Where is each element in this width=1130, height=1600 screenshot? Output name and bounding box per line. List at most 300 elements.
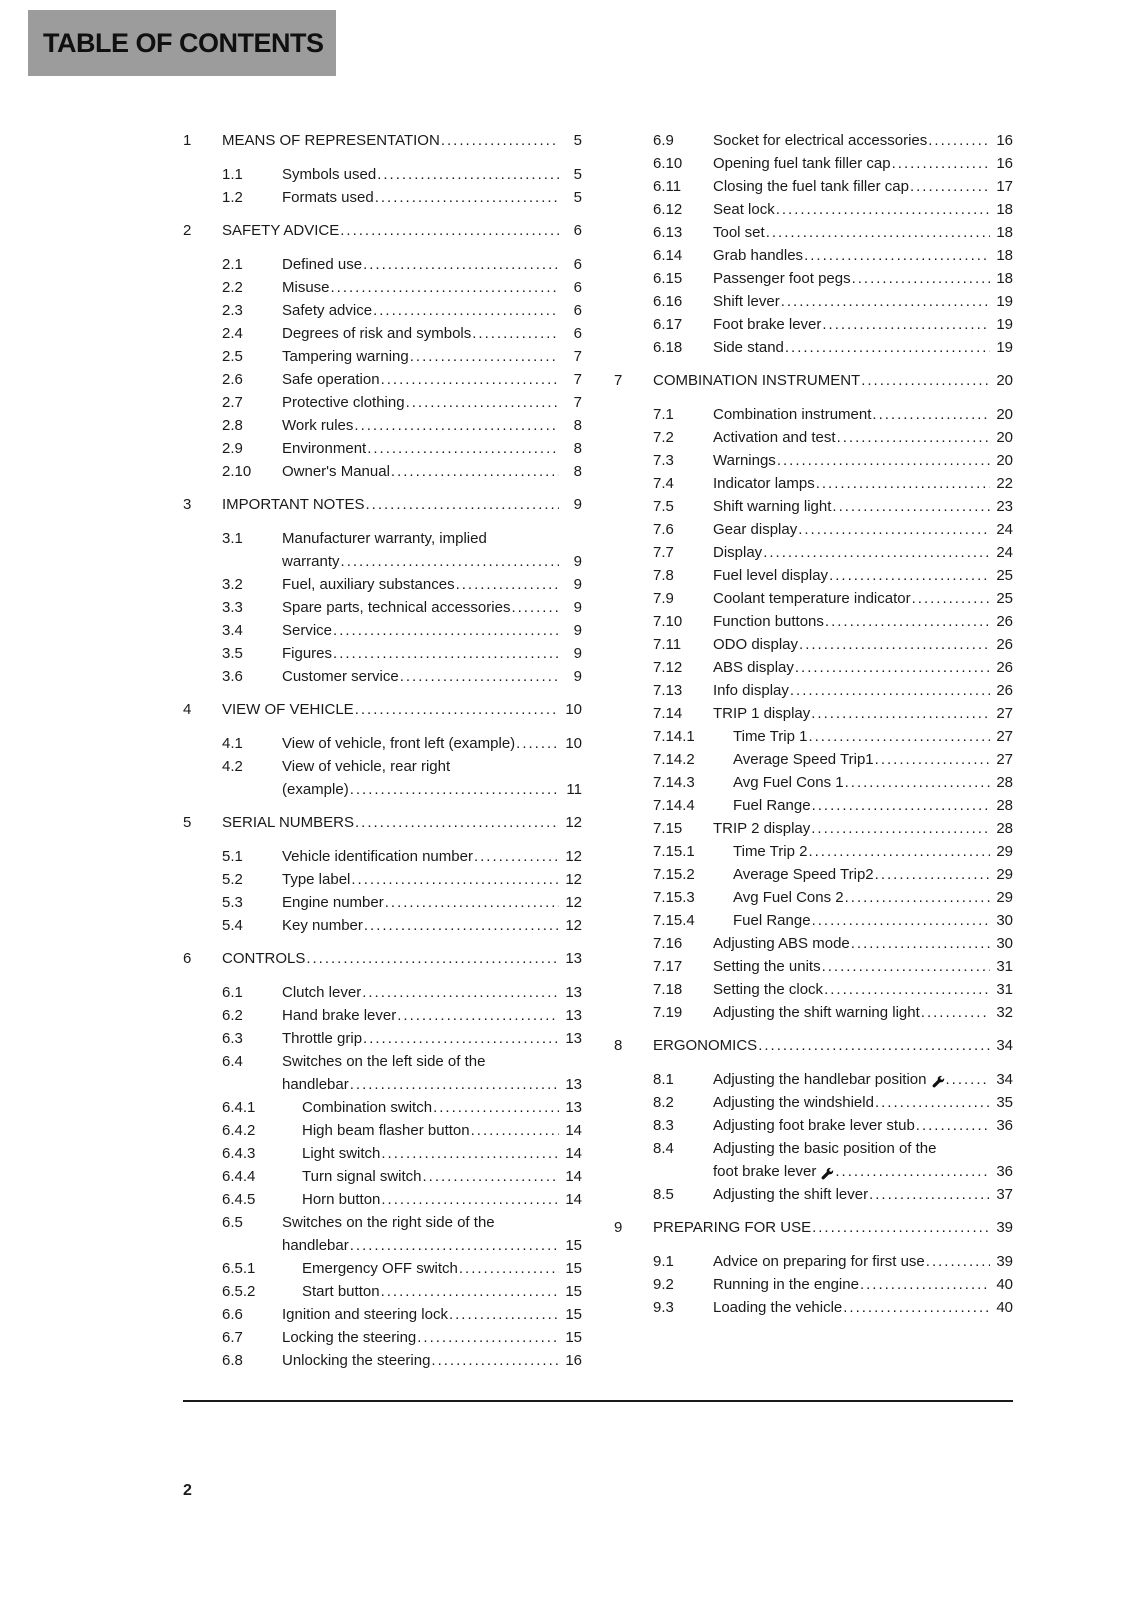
- toc-entry: [222, 665, 582, 688]
- toc-entry-page: 20: [996, 429, 1013, 446]
- toc-entry-number: 3.5: [222, 645, 243, 662]
- toc-entry-leader: [333, 642, 559, 665]
- toc-entry: [653, 886, 1013, 909]
- toc-entry-page: 13: [565, 1099, 582, 1116]
- toc-entry: [653, 426, 1013, 449]
- toc-entry-body: [282, 573, 582, 596]
- toc-entry: [653, 817, 1013, 840]
- toc-entry-page: 18: [996, 201, 1013, 218]
- toc-entry-number: 9.2: [653, 1276, 674, 1293]
- toc-entry: [653, 587, 1013, 610]
- toc-entry-title: Fuel level display: [713, 567, 829, 584]
- toc-entry-page: 34: [996, 1037, 1013, 1054]
- toc-entry-title: Adjusting the handlebar position: [713, 1071, 927, 1088]
- toc-entry-body: [282, 527, 582, 573]
- toc-entry-page: 7: [573, 371, 582, 388]
- toc-entry-body: [733, 771, 1013, 794]
- toc-entry-leader: [799, 633, 990, 656]
- toc-entry-body: [713, 518, 1013, 541]
- toc-entry-number: 6.5.1: [222, 1260, 256, 1277]
- toc-entry-body: [713, 313, 1013, 336]
- toc-entry: [222, 299, 582, 322]
- toc-entry: [653, 932, 1013, 955]
- toc-entry-body: [713, 817, 1013, 840]
- toc-entry: [222, 527, 582, 573]
- toc-entry-leader: [355, 811, 559, 834]
- toc-entry-leader: [875, 1091, 990, 1114]
- toc-entry-page: 30: [996, 912, 1013, 929]
- toc-entry-line: [713, 1160, 1013, 1183]
- toc-entry-leader: [385, 891, 559, 914]
- toc-entry: [183, 219, 582, 242]
- toc-entry-leader: [785, 336, 990, 359]
- toc-entry-number: 7.2: [653, 429, 674, 446]
- toc-entry-number: 4.1: [222, 735, 243, 752]
- toc-entry-leader: [781, 290, 990, 313]
- toc-entry-number: 7.12: [653, 659, 683, 676]
- toc-entry-page: 19: [996, 316, 1013, 333]
- toc-entry: [222, 1119, 582, 1142]
- toc-entry-number: 2.3: [222, 302, 243, 319]
- toc-entry-leader: [875, 863, 990, 886]
- toc-entry-page: 26: [996, 682, 1013, 699]
- toc-entry-title: Adjusting the shift lever: [713, 1186, 869, 1203]
- toc-entry-body: [222, 493, 582, 516]
- toc-entry-body: [282, 414, 582, 437]
- toc-entry-leader: [417, 1326, 559, 1349]
- toc-entry-page: 28: [996, 774, 1013, 791]
- toc-entry-leader: [516, 732, 559, 755]
- toc-entry-page: 24: [996, 521, 1013, 538]
- toc-entry: [222, 1280, 582, 1303]
- toc-entry: [653, 449, 1013, 472]
- toc-entry: [653, 1091, 1013, 1114]
- toc-entry: [222, 1303, 582, 1326]
- toc-entry: [222, 186, 582, 209]
- toc-entry-number: 5.3: [222, 894, 243, 911]
- toc-entry-leader: [837, 426, 990, 449]
- toc-entry-number: 8.1: [653, 1071, 674, 1088]
- toc-entry: [653, 1183, 1013, 1206]
- toc-entry: [653, 1001, 1013, 1024]
- toc-entry-number: 4.2: [222, 758, 243, 775]
- toc-entry-page: 7: [573, 394, 582, 411]
- toc-entry-title: Locking the steering: [282, 1329, 417, 1346]
- toc-entry-line: [282, 1050, 582, 1073]
- toc-entry-page: 26: [996, 636, 1013, 653]
- toc-entry-page: 19: [996, 339, 1013, 356]
- toc-entry-leader: [431, 1349, 559, 1372]
- toc-entry-number: 6.4: [222, 1053, 243, 1070]
- toc-entry-title: Tool set: [713, 224, 765, 241]
- toc-entry-number: 6.18: [653, 339, 683, 356]
- toc-entry-page: 10: [565, 701, 582, 718]
- toc-entry-title: Protective clothing: [282, 394, 405, 411]
- toc-entry-number: 7.15.1: [653, 843, 695, 860]
- toc-entry-number: 6.11: [653, 178, 682, 195]
- toc-entry-page: 6: [573, 279, 582, 296]
- toc-entry-body: [713, 656, 1013, 679]
- toc-entry-body: [302, 1119, 582, 1142]
- toc-entry-page: 31: [996, 981, 1013, 998]
- toc-entry-number: 7.6: [653, 521, 674, 538]
- toc-entry-page: 24: [996, 544, 1013, 561]
- toc-entry-body: [713, 955, 1013, 978]
- toc-entry-title: Horn button: [302, 1191, 381, 1208]
- toc-entry-number: 5: [183, 814, 192, 831]
- toc-entry-body: [713, 679, 1013, 702]
- toc-entry-number: 5.2: [222, 871, 243, 888]
- toc-entry-leader: [916, 1114, 990, 1137]
- toc-entry: [222, 619, 582, 642]
- toc-entry-leader: [921, 1001, 990, 1024]
- toc-entry-title: Throttle grip: [282, 1030, 363, 1047]
- toc-entry-number: 2.7: [222, 394, 243, 411]
- toc-entry-page: 27: [996, 751, 1013, 768]
- toc-entry-body: [713, 267, 1013, 290]
- toc-entry-leader: [851, 932, 990, 955]
- toc-entry-body: [713, 633, 1013, 656]
- toc-entry-page: 28: [996, 797, 1013, 814]
- toc-entry-title: PREPARING FOR USE: [653, 1219, 812, 1236]
- toc-entry: [222, 1349, 582, 1372]
- toc-entry-page: 9: [573, 622, 582, 639]
- toc-entry-title: Setting the units: [713, 958, 821, 975]
- toc-entry: [653, 495, 1013, 518]
- toc-entry-leader: [808, 725, 990, 748]
- toc-entry-page: 13: [565, 1030, 582, 1047]
- toc-entry-title: Opening fuel tank filler cap: [713, 155, 891, 172]
- toc-entry: [222, 596, 582, 619]
- toc-entry-number: 8: [614, 1037, 623, 1054]
- toc-entry-title: Spare parts, technical accessories: [282, 599, 511, 616]
- toc-entry: [653, 1068, 1013, 1091]
- toc-entry-leader: [472, 322, 559, 345]
- toc-entry-title: Vehicle identification number: [282, 848, 473, 865]
- toc-entry-number: 4: [183, 701, 192, 718]
- toc-entry: [222, 1257, 582, 1280]
- toc-entry: [653, 198, 1013, 221]
- toc-entry-page: 26: [996, 613, 1013, 630]
- toc-entry-number: 2.9: [222, 440, 243, 457]
- toc-entry-title: Figures: [282, 645, 333, 662]
- toc-entry-body: [222, 947, 582, 970]
- toc-entry-number: 8.5: [653, 1186, 674, 1203]
- toc-entry: [653, 129, 1013, 152]
- toc-entry-number: 6.6: [222, 1306, 243, 1323]
- toc-entry: [653, 1114, 1013, 1137]
- toc-entry-number: 6.1: [222, 984, 243, 1001]
- toc-entry-page: 18: [996, 247, 1013, 264]
- toc-entry-title: Fuel Range: [733, 912, 811, 929]
- toc-entry-leader: [406, 391, 559, 414]
- toc-entry-leader: [777, 449, 990, 472]
- page-header: [28, 10, 336, 76]
- toc-entry: [653, 863, 1013, 886]
- toc-entry-body: [282, 619, 582, 642]
- toc-entry: [222, 845, 582, 868]
- toc-entry-number: 7.5: [653, 498, 674, 515]
- toc-entry-number: 8.3: [653, 1117, 674, 1134]
- toc-entry-leader: [843, 1296, 990, 1319]
- toc-entry-page: 14: [565, 1191, 582, 1208]
- toc-entry-page: 13: [565, 950, 582, 967]
- toc-entry-number: 7.14.1: [653, 728, 695, 745]
- toc-entry-leader: [381, 1188, 559, 1211]
- toc-entry-body: [713, 1114, 1013, 1137]
- toc-entry-page: 5: [573, 189, 582, 206]
- toc-entry-leader: [758, 1034, 990, 1057]
- toc-entry-page: 15: [565, 1329, 582, 1346]
- toc-entry-title: Activation and test: [713, 429, 836, 446]
- toc-entry-number: 7.4: [653, 475, 674, 492]
- toc-entry-title: Switches on the left side of the: [282, 1053, 486, 1070]
- toc-entry: [653, 1296, 1013, 1319]
- toc-entry-leader: [362, 981, 559, 1004]
- toc-entry-title: Environment: [282, 440, 367, 457]
- toc-entry: [653, 955, 1013, 978]
- toc-entry-title: Avg Fuel Cons 2: [733, 889, 844, 906]
- toc-entry-number: 8.2: [653, 1094, 674, 1111]
- toc-entry-body: [282, 596, 582, 619]
- toc-entry-line: [282, 755, 582, 778]
- toc-entry: [653, 1273, 1013, 1296]
- toc-entry-number: 6.4.3: [222, 1145, 256, 1162]
- toc-entry-page: 20: [996, 452, 1013, 469]
- toc-entry-title: Adjusting ABS mode: [713, 935, 850, 952]
- toc-entry-leader: [410, 345, 559, 368]
- toc-entry: [653, 336, 1013, 359]
- toc-entry-body: [713, 1250, 1013, 1273]
- toc-entry-title: Grab handles: [713, 247, 804, 264]
- toc-entry: [222, 732, 582, 755]
- toc-entry-body: [302, 1096, 582, 1119]
- toc-entry-number: 7: [614, 372, 623, 389]
- toc-entry-number: 2.10: [222, 463, 252, 480]
- toc-entry-body: [282, 276, 582, 299]
- toc-entry-number: 7.14.3: [653, 774, 695, 791]
- toc-entry-leader: [441, 129, 559, 152]
- toc-entry-title: Setting the clock: [713, 981, 824, 998]
- toc-entry-title: Combination switch: [302, 1099, 433, 1116]
- toc-entry-title: Safety advice: [282, 302, 373, 319]
- toc-entry-title: Unlocking the steering: [282, 1352, 431, 1369]
- toc-entry-page: 12: [565, 917, 582, 934]
- toc-entry-title: SERIAL NUMBERS: [222, 814, 354, 831]
- toc-entry-page: 12: [565, 871, 582, 888]
- toc-entry-page: 16: [565, 1352, 582, 1369]
- toc-entry-number: 7.16: [653, 935, 683, 952]
- toc-entry-title: View of vehicle, rear right: [282, 758, 451, 775]
- toc-entry-body: [653, 369, 1013, 392]
- toc-entry: [222, 1050, 582, 1096]
- toc-entry-body: [713, 1001, 1013, 1024]
- toc-entry-leader: [872, 403, 990, 426]
- toc-entry: [222, 276, 582, 299]
- toc-entry-number: 2.6: [222, 371, 243, 388]
- toc-entry-page: 20: [996, 372, 1013, 389]
- toc-entry-leader: [835, 1160, 990, 1183]
- toc-entry-title: Closing the fuel tank filler cap: [713, 178, 909, 195]
- toc-entry-leader: [391, 460, 559, 483]
- toc-entry-leader: [471, 1119, 559, 1142]
- toc-entry-page: 5: [573, 132, 582, 149]
- toc-entry-leader: [845, 886, 990, 909]
- toc-entry-page: 30: [996, 935, 1013, 952]
- toc-entry-body: [282, 1027, 582, 1050]
- toc-entry-body: [282, 345, 582, 368]
- toc-entry-page: 6: [573, 222, 582, 239]
- toc-entry-body: [282, 981, 582, 1004]
- toc-entry-title: Shift warning light: [713, 498, 832, 515]
- toc-entry-leader: [351, 868, 559, 891]
- toc-entry-title: Safe operation: [282, 371, 380, 388]
- toc-entry-body: [713, 1068, 1013, 1091]
- toc-entry: [653, 840, 1013, 863]
- toc-entry-leader: [355, 698, 559, 721]
- toc-entry-leader: [350, 1234, 559, 1257]
- toc-entry-title: Combination instrument: [713, 406, 872, 423]
- toc-entry-page: 19: [996, 293, 1013, 310]
- toc-entry: [614, 1216, 1013, 1239]
- toc-entry-leader: [350, 1073, 559, 1096]
- toc-entry-number: 1: [183, 132, 192, 149]
- toc-entry-body: [282, 755, 582, 801]
- toc-entry-leader: [341, 550, 559, 573]
- toc-entry-body: [713, 152, 1013, 175]
- toc-entry-page: 25: [996, 590, 1013, 607]
- toc-entry-body: [713, 541, 1013, 564]
- toc-entry-body: [713, 221, 1013, 244]
- toc-entry-page: 8: [573, 440, 582, 457]
- toc-entry-title: Info display: [713, 682, 789, 699]
- toc-entry-number: 7.15.4: [653, 912, 695, 929]
- toc-entry-page: 5: [573, 166, 582, 183]
- toc-entry-number: 6.14: [653, 247, 683, 264]
- toc-entry-body: [282, 299, 582, 322]
- toc-entry: [222, 642, 582, 665]
- toc-entry-leader: [808, 840, 990, 863]
- wrench-icon: [932, 1075, 945, 1088]
- toc-entry-leader: [511, 596, 559, 619]
- toc-entry-number: 6.13: [653, 224, 683, 241]
- toc-entry-body: [733, 725, 1013, 748]
- toc-entry-title: Display: [713, 544, 763, 561]
- toc-entry-body: [653, 1034, 1013, 1057]
- toc-entry: [183, 493, 582, 516]
- toc-entry-number: 7.15: [653, 820, 683, 837]
- toc-entry-body: [222, 129, 582, 152]
- toc-entry-body: [282, 1050, 582, 1096]
- toc-entry-body: [713, 702, 1013, 725]
- toc-entry-leader: [816, 472, 990, 495]
- toc-entry-number: 9: [614, 1219, 623, 1236]
- toc-entry-line: [282, 1073, 582, 1096]
- toc-entry: [653, 175, 1013, 198]
- toc-entry-number: 7.3: [653, 452, 674, 469]
- toc-entry-number: 7.14: [653, 705, 683, 722]
- toc-entry-title: Socket for electrical accessories: [713, 132, 928, 149]
- toc-entry: [222, 1165, 582, 1188]
- toc-entry-page: 9: [573, 599, 582, 616]
- toc-entry-title: Switches on the right side of the: [282, 1214, 495, 1231]
- toc-entry-page: 16: [996, 132, 1013, 149]
- toc-entry-number: 3.3: [222, 599, 243, 616]
- toc-entry-body: [713, 198, 1013, 221]
- toc-entry-body: [282, 368, 582, 391]
- toc-entry-title: Time Trip 1: [733, 728, 808, 745]
- toc-entry: [653, 290, 1013, 313]
- toc-entry: [222, 368, 582, 391]
- toc-entry: [653, 313, 1013, 336]
- toc-entry-page: 15: [565, 1306, 582, 1323]
- toc-entry-title-continued: foot brake lever: [713, 1163, 817, 1180]
- toc-entry-title: Formats used: [282, 189, 374, 206]
- toc-entry-body: [733, 794, 1013, 817]
- toc-entry-page: 26: [996, 659, 1013, 676]
- toc-entry: [653, 1250, 1013, 1273]
- toc-entry-title: Tampering warning: [282, 348, 409, 365]
- toc-entry-title: Fuel, auxiliary substances: [282, 576, 455, 593]
- toc-entry-body: [302, 1188, 582, 1211]
- toc-entry-title-continued: (example): [282, 781, 349, 798]
- toc-entry-number: 3.2: [222, 576, 243, 593]
- toc-entry: [653, 472, 1013, 495]
- toc-entry-line: [282, 550, 582, 573]
- toc-entry-number: 7.14.2: [653, 751, 695, 768]
- toc-entry-number: 2.1: [222, 256, 243, 273]
- toc-column-left: [183, 129, 582, 1372]
- toc-entry-page: 32: [996, 1004, 1013, 1021]
- toc-entry-page: 8: [573, 417, 582, 434]
- toc-entry: [653, 221, 1013, 244]
- toc-entry-page: 7: [573, 348, 582, 365]
- toc-entry: [222, 414, 582, 437]
- toc-entry-number: 6.2: [222, 1007, 243, 1024]
- toc-entry-leader: [400, 665, 559, 688]
- toc-entry-leader: [912, 587, 990, 610]
- toc-entry-page: 6: [573, 256, 582, 273]
- toc-entry-leader: [363, 253, 559, 276]
- toc-entry-page: 40: [996, 1299, 1013, 1316]
- toc-entry: [222, 981, 582, 1004]
- toc-entry-page: 9: [573, 553, 582, 570]
- toc-entry-leader: [845, 771, 990, 794]
- toc-entry-number: 6.12: [653, 201, 683, 218]
- toc-entry: [653, 564, 1013, 587]
- toc-entry-body: [222, 811, 582, 834]
- toc-entry-title: Ignition and steering lock: [282, 1306, 448, 1323]
- toc-entry-leader: [875, 748, 990, 771]
- toc-entry-number: 6.4.5: [222, 1191, 256, 1208]
- toc-entry-body: [282, 460, 582, 483]
- toc-entry-page: 27: [996, 705, 1013, 722]
- toc-entry: [653, 518, 1013, 541]
- toc-entry-body: [282, 1326, 582, 1349]
- toc-entry-title: Seat lock: [713, 201, 775, 218]
- toc-entry-page: 39: [996, 1253, 1013, 1270]
- toc-entry-page: 12: [565, 848, 582, 865]
- toc-entry-page: 12: [565, 894, 582, 911]
- toc-entry: [183, 698, 582, 721]
- toc-entry-page: 8: [573, 463, 582, 480]
- toc-entry: [653, 771, 1013, 794]
- toc-entry: [222, 914, 582, 937]
- toc-entry-leader: [364, 914, 559, 937]
- toc-entry-title: Manufacturer warranty, implied: [282, 530, 487, 547]
- toc-entry-leader: [825, 610, 990, 633]
- toc-entry-body: [733, 863, 1013, 886]
